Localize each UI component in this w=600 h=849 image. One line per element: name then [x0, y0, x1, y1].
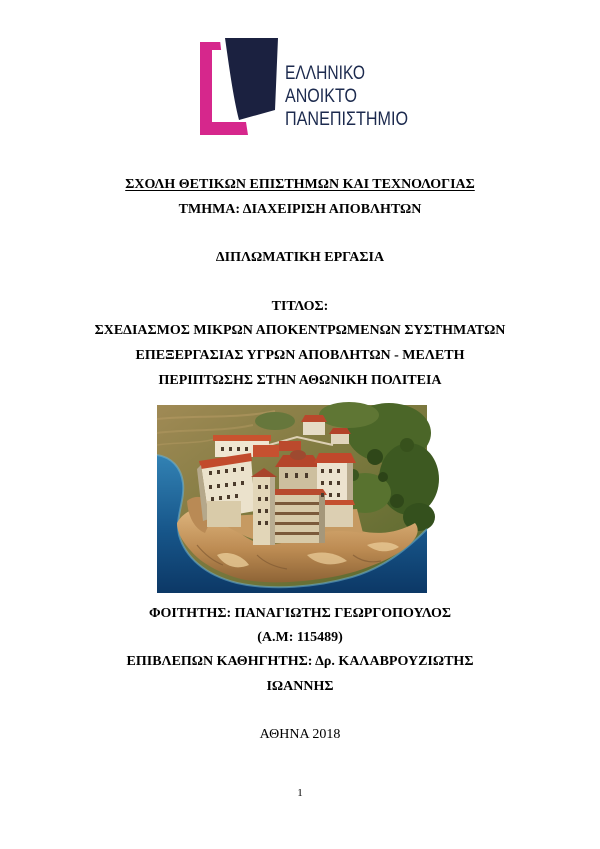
place-and-year: ΑΘΗΝΑ 2018	[259, 727, 341, 742]
document-type: ΔΙΠΛΩΜΑΤΙΚΗ ΕΡΓΑΣΙΑ	[215, 250, 385, 265]
logo-text-line-2: ΑΝΟΙΚΤΟ	[285, 86, 357, 107]
student-label: ΦΟΙΤΗΤΗΣ:	[148, 606, 232, 621]
supervisor-name-part-2: ΙΩΑΝΝΗΣ	[266, 679, 334, 694]
department-name: ΤΜΗΜΑ: ΔΙΑΧΕΙΡΙΣΗ ΑΠΟΒΛΗΤΩΝ	[178, 202, 422, 217]
supervisor-line	[0, 650, 600, 674]
title-line-3: ΠΕΡΙΠΤΩΣΗΣ ΣΤΗΝ ΑΘΩΝΙΚΗ ΠΟΛΙΤΕΙΑ	[158, 373, 442, 388]
student-name: ΠΑΝΑΓΙΩΤΗΣ ΓΕΩΡΓΟΠΟΥΛΟΣ	[234, 606, 452, 621]
page-number: 1	[297, 787, 303, 799]
logo-text-line-3: ΠΑΝΕΠΙΣΤΗΜΙΟ	[285, 109, 408, 130]
university-logo	[198, 36, 413, 138]
student-line	[0, 602, 600, 626]
student-registration-number: (Α.Μ: 115489)	[257, 630, 343, 645]
title-label: ΤΙΤΛΟΣ:	[271, 299, 329, 314]
supervisor-name-part-1: Δρ. ΚΑΛΑΒΡΟΥΖΙΩΤΗΣ	[315, 654, 474, 669]
supervisor-label: ΕΠΙΒΛΕΠΩΝ ΚΑΘΗΓΗΤΗΣ:	[126, 654, 313, 669]
cover-photo	[157, 405, 427, 593]
logo-text-line-1: ΕΛΛΗΝΙΚΟ	[285, 63, 365, 84]
school-name: ΣΧΟΛΗ ΘΕΤΙΚΩΝ ΕΠΙΣΤΗΜΩΝ ΚΑΙ ΤΕΧΝΟΛΟΓΙΑΣ	[125, 177, 475, 192]
title-line-2: ΕΠΕΞΕΡΓΑΣΙΑΣ ΥΓΡΩΝ ΑΠΟΒΛΗΤΩΝ - ΜΕΛΕΤΗ	[135, 348, 465, 363]
title-line-1: ΣΧΕΔΙΑΣΜΟΣ ΜΙΚΡΩΝ ΑΠΟΚΕΝΤΡΩΜΕΝΩΝ ΣΥΣΤΗΜΑΤΩΝ	[94, 323, 506, 338]
